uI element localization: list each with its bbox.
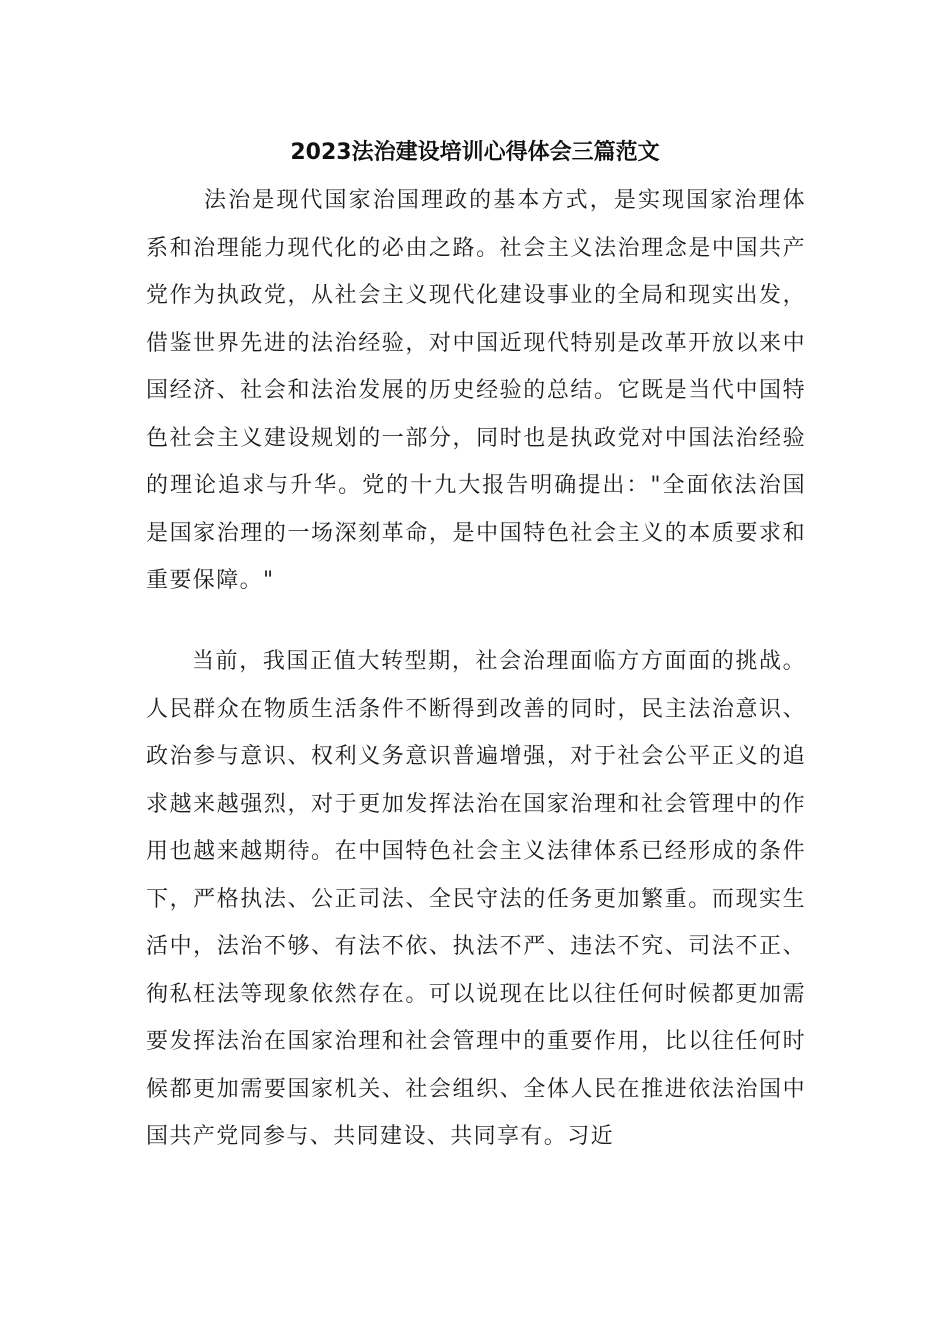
document-title: 2023法治建设培训心得体会三篇范文 bbox=[290, 140, 660, 165]
paragraph-2: 当前，我国正值大转型期，社会治理面临方方面面的挑战。人民群众在物质生活条件不断得到改善的同时，民主法治意识、政治参与意识、权利义务意识普遍增强，对于社会公平正义的追求越来越强烈，对于更加发挥法治在国家治理和社会管理中的作用也越来越期待。在中国特色社会主义法律体系已经形成的条件下，严格执法、公正司法、全民守法的任务更加繁重。而现实生活中，法治不够、有法不依、执法不严、违法不究、司法不正、徇私枉法等现象依然存在。可以说现在比以往任何时候都更加需要发挥法治在国家治理和社会管理中的重要作用，比以往任何时候都更加需要国家机关、社会组织、全体人民在推进依法治国中国共产党同参与、共同建设、共同享有。习近 bbox=[146, 649, 806, 1149]
paragraph-1: 法治是现代国家治国理政的基本方式，是实现国家治理体系和治理能力现代化的必由之路。社会主义法治理念是中国共产党作为执政党，从社会主义现代化建设事业的全局和现实出发，借鉴世界先进的法治经验，对中国近现代特别是改革开放以来中国经济、社会和法治发展的历史经验的总结。它既是当代中国特色社会主义建设规划的一部分，同时也是执政党对中国法治经验的理论追求与升华。党的十九大报告明确提出："全面依法治国是国家治理的一场深刻革命，是中国特色社会主义的本质要求和重要保障。" bbox=[146, 188, 806, 593]
